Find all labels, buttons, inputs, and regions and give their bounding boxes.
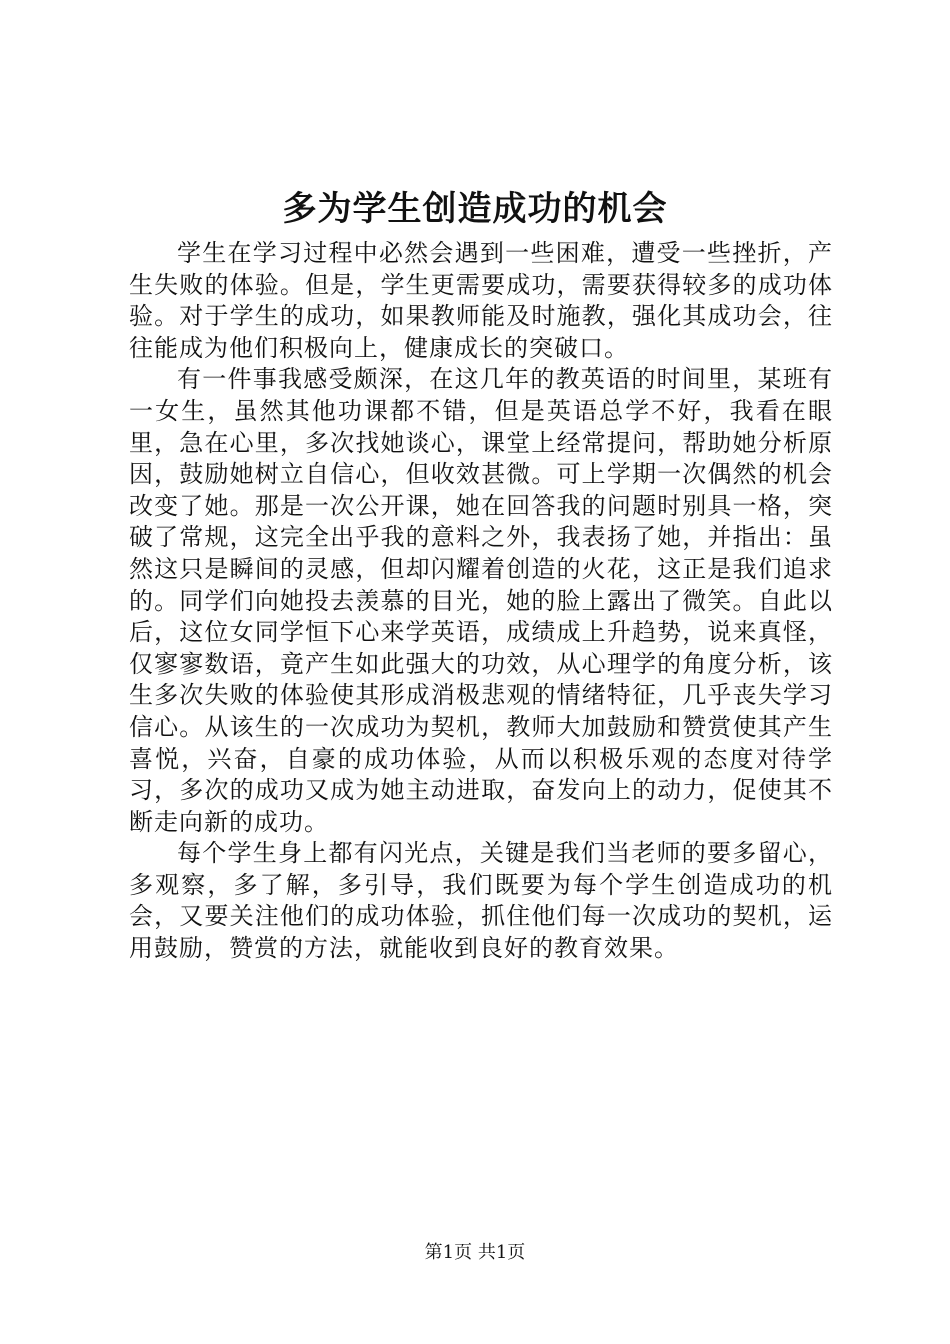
paragraph-3: 每个学生身上都有闪光点，关键是我们当老师的要多留心，多观察，多了解，多引导，我们既要为每个学生创造成功的机会，又要关注他们的成功体验，抓住他们每一次成功的契机，运用鼓励，赞赏的方法，就能收到良好的教育效果。 — [129, 839, 833, 963]
paragraph-1: 学生在学习过程中必然会遇到一些困难，遭受一些挫折，产生失败的体验。但是，学生更需要成功，需要获得较多的成功体验。对于学生的成功，如果教师能及时施教，强化其成功会，往往能成为他们积极向上，健康成长的突破口。 — [129, 239, 833, 362]
document-body — [129, 238, 833, 965]
page-footer: 第1页 共1页 — [424, 1242, 526, 1263]
page-title: 多为学生创造成功的机会 — [282, 189, 668, 229]
paragraph-2: 有一件事我感受颇深，在这几年的教英语的时间里，某班有一女生，虽然其他功课都不错，但是英语总学不好，我看在眼里，急在心里，多次找她谈心，课堂上经常提问，帮助她分析原因，鼓励她树立自信心，但收效甚微。可上学期一次偶然的机会改变了她。那是一次公开课，她在回答我的问题时别具一格，突破了常规，这完全出乎我的意料之外，我表扬了她，并指出：虽然这只是瞬间的灵感，但却闪耀着创造的火花，这正是我们追求的。同学们向她投去羡慕的目光，她的脸上露出了微笑。自此以后，这位女同学恒下心来学英语，成绩成上升趋势，说来真怪，仅寥寥数语，竟产生如此强大的功效，从心理学的角度分析，该生多次失败的体验使其形成消极悲观的情绪特征，几乎丧失学习信心。从该生的一次成功为契机，教师大加鼓励和赞赏使其产生喜悦，兴奋，自豪的成功体验，从而以积极乐观的态度对待学习，多次的成功又成为她主动进取，奋发向上的动力，促使其不断走向新的成功。 — [129, 365, 833, 836]
